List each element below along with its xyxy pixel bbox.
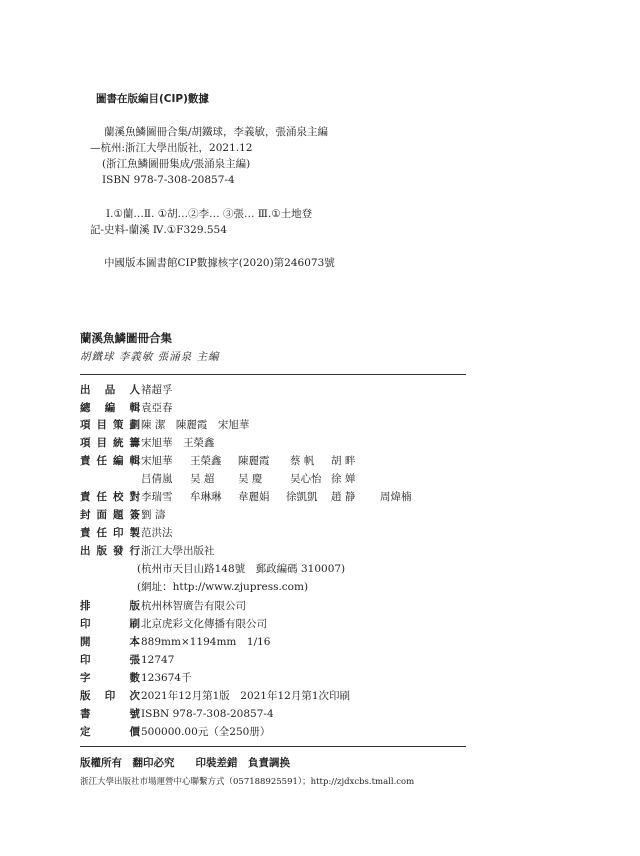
label-char: 印 (104, 690, 116, 702)
proofreader-name: 趙 静 (331, 491, 356, 503)
label-char: 次 (129, 690, 140, 702)
credit-value: ISBN 978-7-308-20857-4 (141, 708, 274, 720)
credit-label (80, 526, 140, 540)
credit-label (80, 617, 140, 631)
label-char: 張 (129, 654, 140, 666)
credit-label (80, 689, 140, 703)
credit-label (80, 383, 140, 397)
editor-name: 吴 慶 (238, 473, 263, 485)
credit-value: 范洪法 (141, 527, 173, 539)
label-char: 品 (104, 384, 116, 396)
label-char: 定 (80, 726, 91, 738)
cip-line: (浙江魚鱗圖冊集成/張涌泉主編) (102, 158, 251, 170)
credit-label (80, 508, 140, 522)
label-char: 劃 (129, 419, 140, 431)
credit-value: 889mm×1194mm 1/16 (141, 636, 271, 648)
label-char: 印 (80, 618, 91, 630)
label-char: 印 (80, 654, 91, 666)
proofreader-name: 牟琳琳 (190, 491, 222, 503)
cip-classification: 記-史料-蘭溪 Ⅳ.①F329.554 (90, 224, 227, 236)
label-char: 編 (104, 402, 116, 414)
label-char: 排 (80, 600, 91, 612)
label-char: 出 (80, 545, 91, 557)
credit-value: 12747 (141, 654, 175, 666)
label-char: 簽 (129, 509, 140, 521)
label-char: 統 (113, 437, 124, 449)
proofreader-name: 李瑞雪 (141, 491, 173, 503)
credit-label (80, 725, 140, 739)
credit-value: 宋旭華 王榮鑫 (141, 437, 215, 449)
label-char: 輯 (129, 455, 140, 467)
credit-value: 浙江大學出版社 (141, 545, 215, 557)
contact-info: 浙江大學出版社市場運營中心聯繫方式（057188925591）；http://zjdxcbs.tmall.com (80, 777, 415, 787)
label-char: 字 (80, 672, 91, 684)
label-char: 數 (129, 672, 140, 684)
label-char: 開 (80, 636, 91, 648)
credit-label (80, 544, 140, 558)
label-char: 版 (129, 600, 140, 612)
label-char: 書 (80, 708, 91, 720)
credit-label (80, 454, 140, 468)
book-title: 蘭溪魚鱗圖冊合集 (80, 331, 172, 345)
label-char: 出 (80, 384, 91, 396)
editor-name: 吴 超 (190, 473, 215, 485)
publisher-address: (杭州市天目山路148號 郵政編碼 310007) (137, 563, 346, 575)
cip-line: 蘭溪魚鱗圖冊合集/胡鐵球，李義敏，張涌泉主編 (104, 126, 329, 138)
credit-value: 2021年12月第1版 2021年12月第1次印刷 (141, 690, 351, 702)
credit-label (80, 671, 140, 685)
label-char: 封 (80, 509, 91, 521)
label-char: 版 (80, 690, 91, 702)
credit-value: 陳 潔 陳麗霞 宋旭華 (141, 419, 250, 431)
cip-classification: Ⅰ.①蘭…Ⅱ. ①胡…②李… ③張… Ⅲ.①土地登 (106, 208, 313, 220)
editor-name: 胡 畔 (331, 455, 356, 467)
label-char: 編 (113, 455, 124, 467)
label-char: 項 (80, 419, 91, 431)
label-char: 責 (80, 527, 91, 539)
credit-label (80, 418, 140, 432)
label-char: 本 (129, 636, 140, 648)
credit-value: 123674千 (141, 672, 192, 684)
label-char: 對 (129, 491, 140, 503)
credit-label (80, 653, 140, 667)
label-char: 項 (80, 437, 91, 449)
label-char: 任 (96, 455, 107, 467)
credit-value: 劉 濤 (141, 509, 166, 521)
label-char: 責 (80, 491, 91, 503)
cip-catalog-number: 中國版本圖書館CIP數據核字(2020)第246073號 (104, 257, 335, 269)
credit-label (80, 599, 140, 613)
credit-value: 褚超孚 (141, 384, 173, 396)
label-char: 號 (129, 708, 140, 720)
proofreader-name: 徐凱凱 (286, 491, 318, 503)
label-char: 校 (113, 491, 124, 503)
label-char: 行 (129, 545, 140, 557)
label-char: 目 (96, 419, 107, 431)
label-char: 刷 (129, 618, 140, 630)
label-char: 印 (113, 527, 124, 539)
credit-value: 500000.00元（全250册） (141, 726, 271, 738)
credit-value: 北京虎彩文化傳播有限公司 (141, 618, 267, 630)
label-char: 任 (96, 527, 107, 539)
credit-label (80, 635, 140, 649)
cip-line: ISBN 978-7-308-20857-4 (102, 174, 235, 186)
label-char: 目 (96, 437, 107, 449)
editor-name: 宋旭華 (141, 455, 173, 467)
label-char: 任 (96, 491, 107, 503)
cip-heading: 圖書在版編目(CIP)數據 (96, 93, 209, 105)
editor-name: 陳麗霞 (238, 455, 270, 467)
credit-label (80, 490, 140, 504)
label-char: 題 (113, 509, 124, 521)
credit-value: 杭州林智廣告有限公司 (141, 600, 246, 612)
label-char: 總 (80, 402, 91, 414)
book-editors: 胡鐵球 李義敏 張涌泉 主編 (80, 351, 220, 363)
label-char: 輯 (129, 402, 140, 414)
publisher-website: (網址：http://www.zjupress.com) (137, 581, 309, 593)
rights-notice: 版權所有 翻印必究 印裝差錯 負責調换 (80, 757, 290, 769)
editor-name: 徐 婵 (331, 473, 356, 485)
label-char: 面 (96, 509, 107, 521)
editor-name: 王榮鑫 (190, 455, 222, 467)
credit-value: 袁亞春 (141, 402, 173, 414)
proofreader-name: 周煒楠 (380, 491, 412, 503)
label-char: 策 (113, 419, 124, 431)
credit-label (80, 436, 140, 450)
label-char: 發 (113, 545, 124, 557)
credit-label (80, 707, 140, 721)
label-char: 製 (129, 527, 140, 539)
label-char: 版 (96, 545, 107, 557)
editor-name: 蔡 帆 (290, 455, 315, 467)
bottom-rule (80, 746, 466, 747)
editor-name: 吴心怡 (290, 473, 322, 485)
proofreader-name: 韋麗娟 (238, 491, 270, 503)
editor-name: 吕倩嵐 (141, 473, 173, 485)
label-char: 籌 (129, 437, 140, 449)
label-char: 價 (129, 726, 140, 738)
credit-label (80, 401, 140, 415)
label-char: 人 (129, 384, 140, 396)
top-rule (80, 374, 466, 375)
cip-line: —杭州:浙江大學出版社，2021.12 (90, 142, 253, 154)
label-char: 責 (80, 455, 91, 467)
